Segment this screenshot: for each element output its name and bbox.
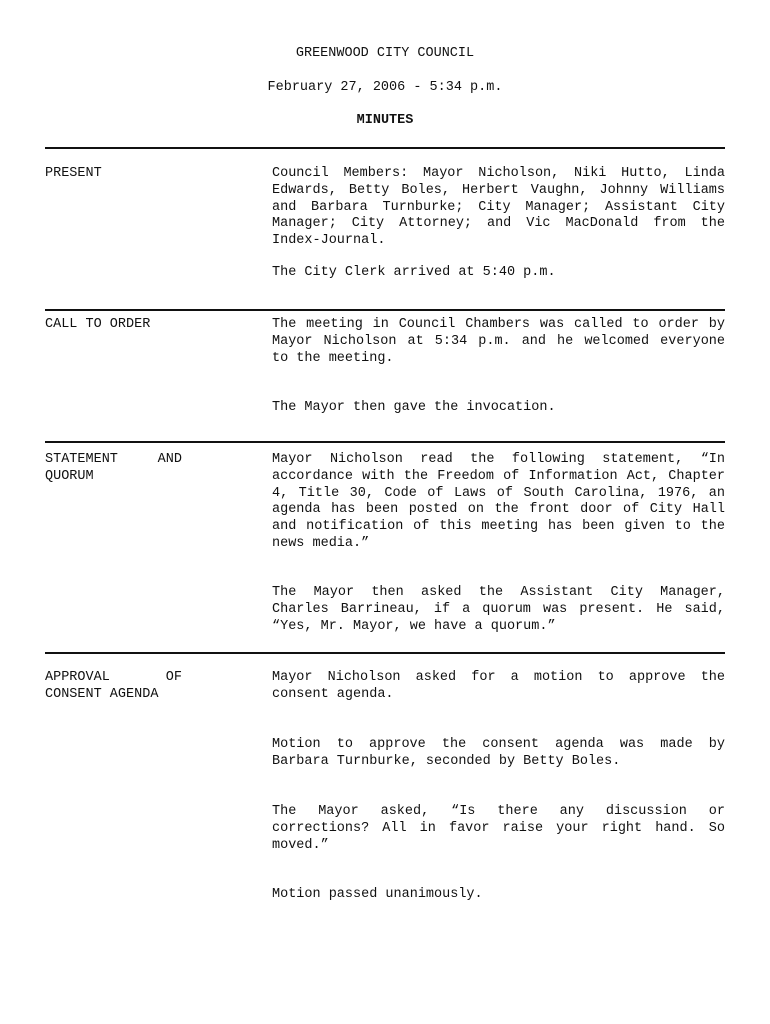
section-paragraph: Motion to approve the consent agenda was made by Barbara Turnburke, seconded by Betty Boles. bbox=[272, 737, 725, 769]
section-paragraph: The meeting in Council Chambers was called to order by Mayor Nicholson at 5:34 p.m. and he welcomed everyone to the meeting. bbox=[272, 317, 725, 366]
minutes-heading: MINUTES bbox=[356, 113, 414, 128]
section-paragraph: Mayor Nicholson read the following statement, “In accordance with the Freedom of Information Act, Chapter 4, Title 30, Code of Laws of South Carolina, 1976, an agenda has been posted on the front door of City Hall and notification of this meeting has been given to the news media.” bbox=[272, 452, 725, 551]
section-label-line: PRESENT bbox=[45, 166, 102, 181]
section-label-line: CALL TO ORDER bbox=[45, 317, 151, 332]
section-paragraph: Mayor Nicholson asked for a motion to approve the consent agenda. bbox=[272, 670, 725, 702]
section-label bbox=[45, 166, 182, 183]
section-paragraph: Motion passed unanimously. bbox=[272, 887, 483, 902]
section-body bbox=[272, 317, 725, 415]
section-paragraph: The Mayor asked, “Is there any discussion or corrections? All in favor raise your right hand. So moved.” bbox=[272, 804, 725, 853]
section-label-line: QUORUM bbox=[45, 468, 94, 484]
section-body bbox=[272, 452, 725, 634]
document-title: GREENWOOD CITY COUNCIL bbox=[295, 46, 475, 61]
section-divider bbox=[45, 309, 725, 311]
section-paragraph: The City Clerk arrived at 5:40 p.m. bbox=[272, 265, 556, 280]
section-label bbox=[45, 452, 182, 486]
section-body bbox=[272, 670, 725, 902]
section-divider bbox=[45, 147, 725, 149]
section-label-line: CONSENT AGENDA bbox=[45, 686, 159, 702]
section-divider bbox=[45, 652, 725, 654]
section-body bbox=[272, 166, 725, 280]
section-divider bbox=[45, 441, 725, 443]
section-label-line: APPROVAL OF bbox=[45, 670, 182, 685]
section-paragraph: The Mayor then asked the Assistant City Manager, Charles Barrineau, if a quorum was present. He said, “Yes, Mr. Mayor, we have a quorum.” bbox=[272, 585, 725, 634]
section-label-line: STATEMENT AND bbox=[45, 452, 182, 467]
section-label bbox=[45, 317, 182, 334]
section-label bbox=[45, 670, 182, 704]
section-paragraph: The Mayor then gave the invocation. bbox=[272, 400, 556, 415]
section-paragraph: Council Members: Mayor Nicholson, Niki Hutto, Linda Edwards, Betty Boles, Herbert Vaughn, Johnny Williams and Barbara Turnburke; City Manager; Assistant City Manager; City Attorney; and Vic MacDonald from the Index-Journal. bbox=[272, 166, 725, 249]
meeting-date-time: February 27, 2006 - 5:34 p.m. bbox=[267, 80, 503, 95]
